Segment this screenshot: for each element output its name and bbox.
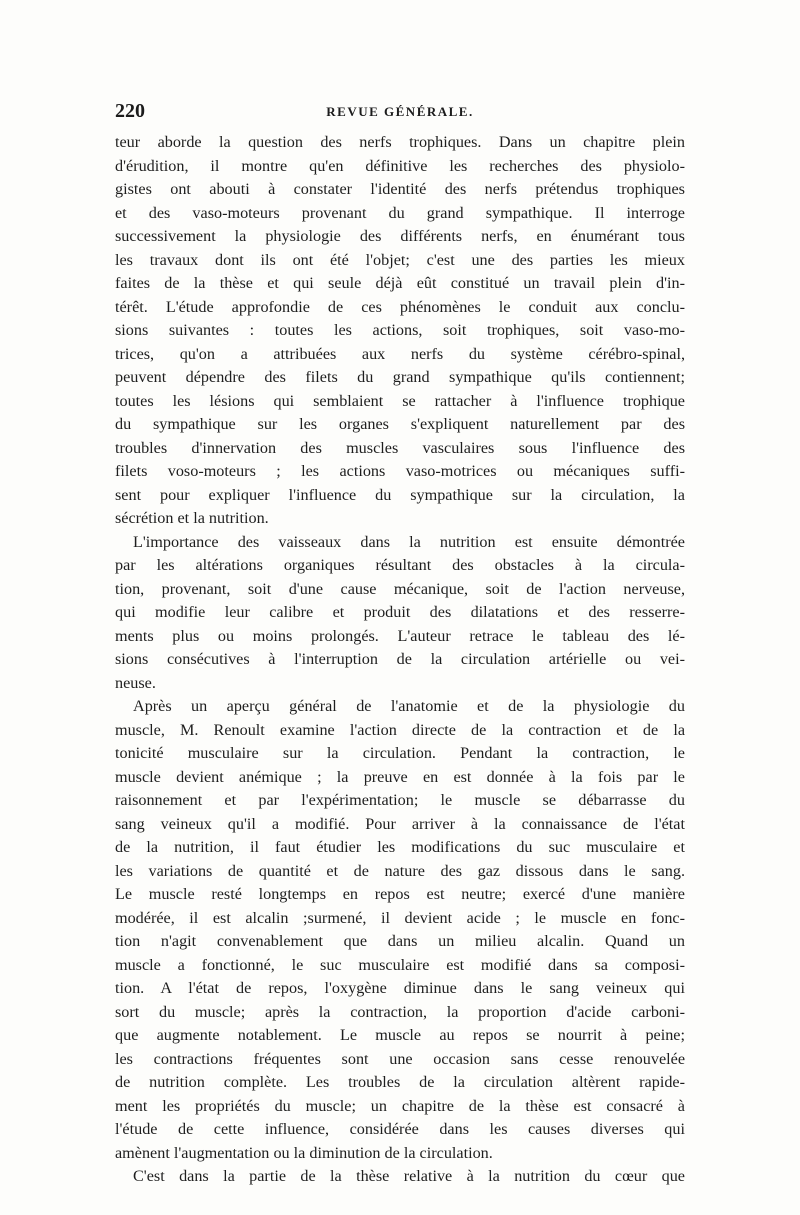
text-line: troubles d'innervation des muscles vasculaires sous l'influence des bbox=[115, 438, 685, 457]
text-line: Après un aperçu général de l'anatomie et de la physiologie du bbox=[133, 697, 685, 715]
text-line: L'importance des vaisseaux dans la nutrition est ensuite démontrée bbox=[133, 532, 685, 551]
body-text bbox=[115, 131, 685, 1189]
text-line: les travaux dont ils ont été l'objet; c'est une des parties les mieux bbox=[115, 250, 685, 269]
text-line: l'étude de cette influence, considérée dans les causes diverses qui bbox=[115, 1120, 685, 1138]
page-number: 220 bbox=[115, 100, 145, 122]
text-line: de la nutrition, il faut étudier les modifications du suc musculaire et bbox=[115, 838, 685, 856]
text-line: trices, qu'on a attribuées aux nerfs du système cérébro-spinal, bbox=[115, 344, 685, 363]
text-line: Le muscle resté longtemps en repos est neutre; exercé d'une manière bbox=[115, 885, 685, 903]
text-line: qui modifie leur calibre et produit des dilatations et des resserre- bbox=[115, 603, 685, 621]
text-line: et des vaso-moteurs provenant du grand sympathique. Il interroge bbox=[115, 203, 685, 222]
text-line: tonicité musculaire sur la circulation. Pendant la contraction, le bbox=[115, 744, 685, 762]
text-line: filets voso-moteurs ; les actions vaso-motrices ou mécaniques suffi- bbox=[115, 462, 685, 480]
page-header bbox=[115, 100, 685, 124]
running-head: REVUE GÉNÉRALE. bbox=[326, 104, 474, 119]
text-line: tion. A l'état de repos, l'oxygène diminue dans le sang veineux qui bbox=[115, 979, 685, 997]
text-line: d'érudition, il montre qu'en définitive les recherches des physiolo- bbox=[115, 156, 685, 175]
text-line: tion, provenant, soit d'une cause mécanique, soit de l'action nerveuse, bbox=[115, 579, 685, 598]
text-line: sions suivantes : toutes les actions, soit trophiques, soit vaso-mo- bbox=[115, 321, 685, 339]
text-line: muscle devient anémique ; la preuve en est donnée à la fois par le bbox=[115, 767, 685, 786]
text-line: ment les propriétés du muscle; un chapitre de la thèse est consacré à bbox=[115, 1096, 685, 1115]
text-line: sécrétion et la nutrition. bbox=[115, 509, 269, 527]
text-line: sort du muscle; après la contraction, la proportion d'acide carboni- bbox=[115, 1002, 685, 1021]
text-line: que augmente notablement. Le muscle au repos se nourrit à peine; bbox=[115, 1026, 685, 1044]
text-line: ments plus ou moins prolongés. L'auteur retrace le tableau des lé- bbox=[115, 626, 685, 645]
text-line: sent pour expliquer l'influence du sympathique sur la circulation, la bbox=[115, 485, 685, 504]
text-line: amènent l'augmentation ou la diminution de la circulation. bbox=[115, 1143, 493, 1162]
text-line: raisonnement et par l'expérimentation; le muscle se débarrasse du bbox=[115, 791, 685, 809]
text-line: du sympathique sur les organes s'expliquent naturellement par des bbox=[115, 415, 685, 433]
text-line: les variations de quantité et de nature des gaz dissous dans le sang. bbox=[115, 861, 685, 880]
text-line: sions consécutives à l'interruption de la circulation artérielle ou vei- bbox=[115, 650, 685, 668]
text-line: tion n'agit convenablement que dans un milieu alcalin. Quand un bbox=[115, 932, 685, 950]
text-line: sang veineux qu'il a modifié. Pour arriver à la connaissance de l'état bbox=[115, 814, 685, 833]
text-line: neuse. bbox=[115, 673, 156, 692]
text-line: muscle, M. Renoult examine l'action directe de la contraction et de la bbox=[115, 720, 685, 739]
text-line: térêt. L'étude approfondie de ces phénomènes le conduit aux conclu- bbox=[115, 297, 685, 316]
text-line: modérée, il est alcalin ;surmené, il devient acide ; le muscle en fonc- bbox=[115, 908, 685, 927]
text-line: par les altérations organiques résultant des obstacles à la circula- bbox=[115, 556, 685, 574]
text-line: C'est dans la partie de la thèse relative à la nutrition du cœur que bbox=[133, 1167, 685, 1185]
text-line: peuvent dépendre des filets du grand sympathique qu'ils contiennent; bbox=[115, 368, 685, 386]
text-line: muscle a fonctionné, le suc musculaire est modifié dans sa composi- bbox=[115, 955, 685, 974]
text-line: faites de la thèse et qui seule déjà eût constitué un travail plein d'in- bbox=[115, 274, 685, 292]
text-line: teur aborde la question des nerfs trophiques. Dans un chapitre plein bbox=[115, 133, 685, 151]
text-line: successivement la physiologie des différents nerfs, en énumérant tous bbox=[115, 227, 685, 245]
text-line: de nutrition complète. Les troubles de la circulation altèrent rapide- bbox=[115, 1073, 685, 1091]
text-line: les contractions fréquentes sont une occasion sans cesse renouvelée bbox=[115, 1049, 685, 1068]
text-line: gistes ont abouti à constater l'identité des nerfs prétendus trophiques bbox=[115, 180, 685, 198]
text-line: toutes les lésions qui semblaient se rattacher à l'influence trophique bbox=[115, 391, 685, 410]
